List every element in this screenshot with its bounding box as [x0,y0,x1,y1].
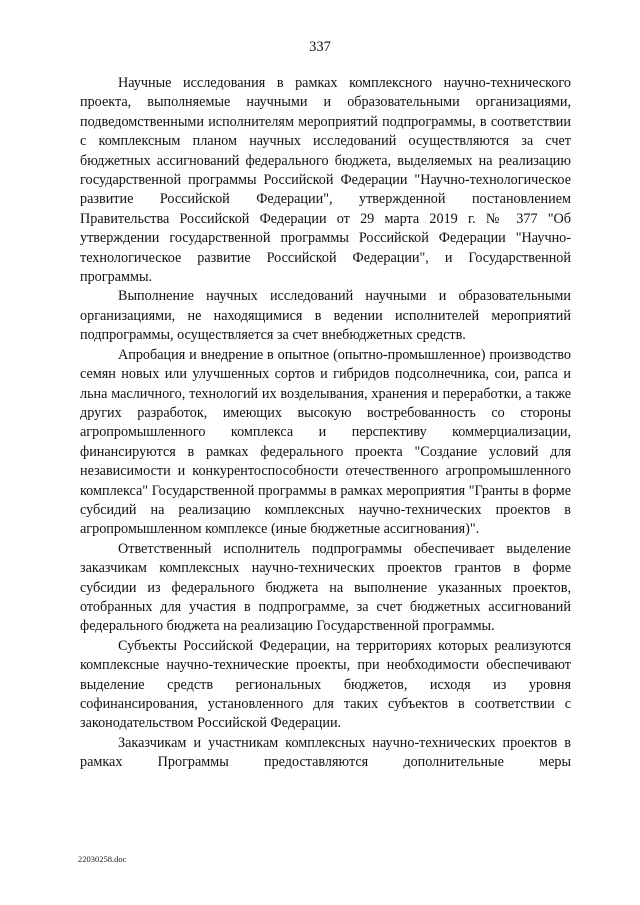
paragraph-research-funding: Научные исследования в рамках комплексного научно-технического проекта, выполняемые научными и образовательными организациями, подведомственными исполнителям мероприятий подпрограммы, в соответствии с комплексным планом научных исследований осуществляются за счет бюджетных ассигнований федерального бюджета, выделяемых на реализацию государственной программы Российской Федерации "Научно-технологическое развитие Российской Федерации", утвержденной постановлением Правительства Российской Федерации от 29 марта 2019 г. № 377 "Об утверждении государственной программы Российской Федерации "Научно-технологическое развитие Российской Федерации", и Государственной программы. [80,75,571,286]
paragraph-approbation: Апробация и внедрение в опытное (опытно-промышленное) производство семян новых или улучшенных сортов и гибридов подсолнечника, сои, рапса и льна масличного, технологий их возделывания, хранения и переработки, а также других разработок, имеющих высокую востребованность со стороны агропромышленного комплекса и перспективу коммерциализации, финансируются в рамках федерального проекта "Создание условий для независимости и конкурентоспособности отечественного агропромышленного комплекса" Государственной программы в рамках мероприятия "Гранты в форме субсидий на реализацию комплексных научно-технических проектов в агропромышленном комплексе (иные бюджетные ассигнования)". [80,346,571,538]
paragraph-support-measures: Заказчикам и участникам комплексных научно-технических проектов в рамках Программы предоставляются дополнительные меры [80,734,571,771]
paragraph-regions: Субъекты Российской Федерации, на территориях которых реализуются комплексные научно-технические проекты, при необходимости обеспечивают выделение средств региональных бюджетов, исходя из уровня софинансирования, установленного для таких субъектов в соответствии с законодательством Российской Федерации. [80,637,571,732]
page-number: 337 [309,39,331,55]
document-body [80,74,571,773]
file-name-footer: 22030258.doc [78,854,127,864]
paragraph-extrabudgetary: Выполнение научных исследований научными и образовательными организациями, не находящимися в ведении исполнителей мероприятий подпрограммы, осуществляется за счет внебюджетных средств. [80,288,571,344]
paragraph-grants: Ответственный исполнитель подпрограммы обеспечивает выделение заказчикам комплексных научно-технических проектов грантов в форме субсидии из федерального бюджета на выполнение указанных проектов, отобранных для участия в подпрограмме, за счет бюджетных ассигнований федерального бюджета на реализацию Государственной программы. [80,540,571,635]
